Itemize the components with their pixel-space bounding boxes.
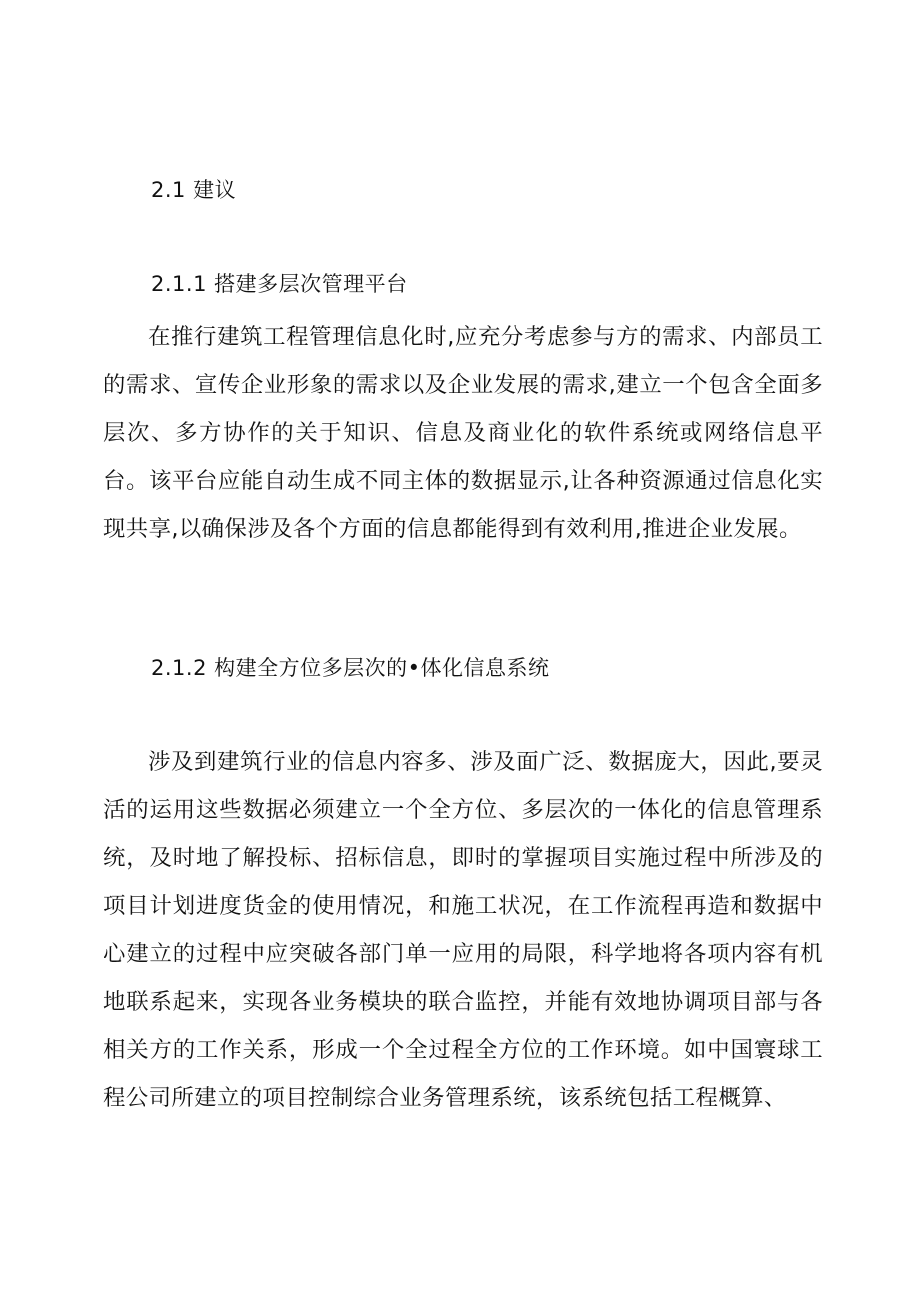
section-heading-2-1: 2.1 建议 [151, 178, 237, 202]
section-heading-2-1-2: 2.1.2 构建全方位多层次的•体化信息系统 [151, 656, 550, 680]
paragraph-platform: 在推行建筑工程管理信息化时,应充分考虑参与方的需求、内部员工的需求、宣传企业形象的需求以及企业发展的需求,建立一个包含全面多层次、多方协作的关于知识、信息及商业化的软件系统或网络信息平台。该平台应能自动生成不同主体的数据显示,让各种资源通过信息化实现共享,以确保涉及各个方面的信息都能得到有效利用,推进企业发展。 [103, 324, 823, 542]
paragraph-integrated-system: 涉及到建筑行业的信息内容多、涉及面广泛、数据庞大，因此,要灵活的运用这些数据必须建立一个全方位、多层次的一体化的信息管理系统，及时地了解投标、招标信息，即时的掌握项目实施过程中所涉及的项目计划进度货金的使用情况，和施工状况，在工作流程再造和数据中心建立的过程中应突破各部门单一应用的局限，科学地将各项内容有机地联系起来，实现各业务模块的联合监控，并能有效地协调项目部与各相关方的工作关系，形成一个全过程全方位的工作环境。如中国寰球工程公司所建立的项目控制综合业务管理系统，该系统包括工程概算、 [103, 749, 823, 1111]
section-heading-2-1-1: 2.1.1 搭建多层次管理平台 [151, 272, 408, 296]
